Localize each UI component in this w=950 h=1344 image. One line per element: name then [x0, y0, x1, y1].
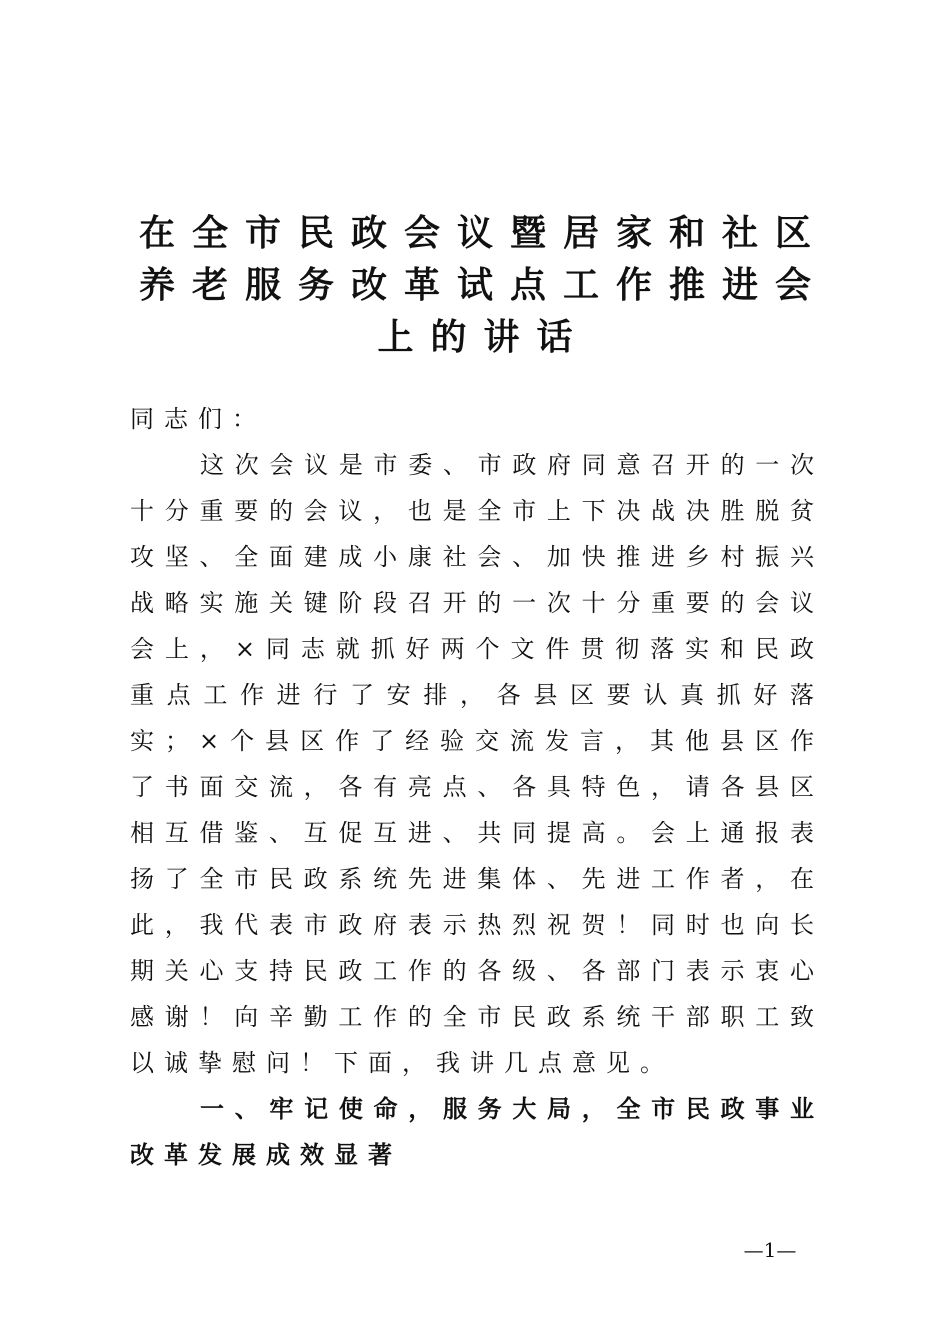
document-title: [120, 208, 830, 364]
salutation: 同志们：: [130, 405, 266, 433]
document-body: [130, 396, 824, 1178]
section-heading: 一、牢记使命，服务大局，全市民政事业改革发展成效显著: [130, 1095, 824, 1169]
body-paragraph: 这次会议是市委、市政府同意召开的一次十分重要的会议，也是全市上下决战决胜脱贫攻坚、全面建成小康社会、加快推进乡村振兴战略实施关键阶段召开的一次十分重要的会议会上，×同志就抓好两个文件贯彻落实和民政重点工作进行了安排，各县区要认真抓好落实；×个县区作了经验交流发言，其他县区作了书面交流，各有亮点、各具特色，请各县区相互借鉴、互促互进、共同提高。会上通报表扬了全市民政系统先进集体、先进工作者，在此，我代表市政府表示热烈祝贺！同时也向长期关心支持民政工作的各级、各部门表示衷心感谢！向辛勤工作的全市民政系统干部职工致以诚挚慰问！下面，我讲几点意见。: [130, 451, 824, 1077]
page-number: —1—: [743, 1238, 797, 1262]
title-line-3: 上的讲话: [377, 317, 590, 358]
title-line-2: 养老服务改革试点工作推进会: [138, 265, 828, 306]
title-line-1: 在全市民政会议暨居家和社区: [138, 213, 828, 254]
